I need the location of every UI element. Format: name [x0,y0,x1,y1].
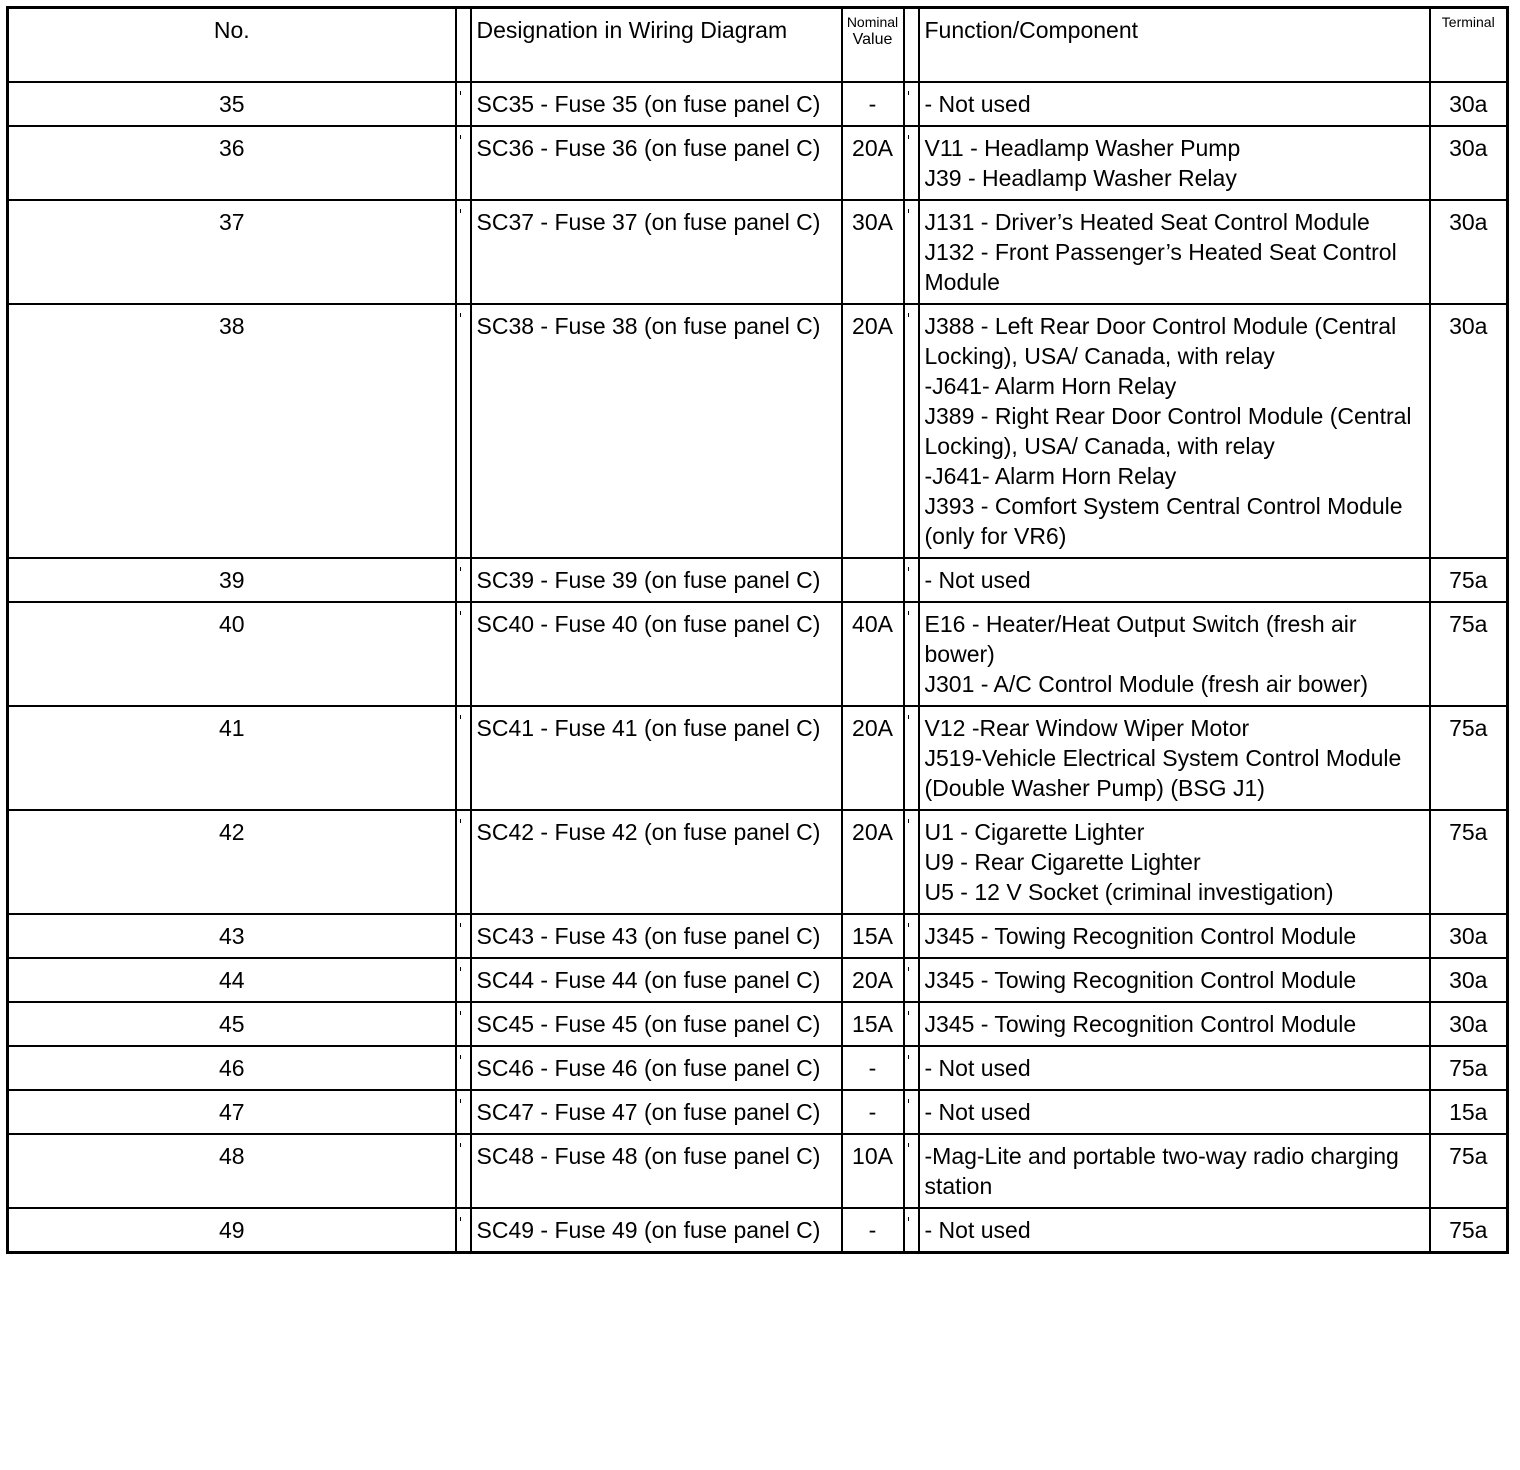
terminal: 75a [1430,558,1508,602]
terminal: 30a [1430,1002,1508,1046]
function-line: -Mag-Lite and portable two-way radio charging station [924,1143,1399,1199]
table-row [8,558,1508,602]
nominal-value: - [842,1208,904,1253]
table-row [8,1090,1508,1134]
terminal: 75a [1430,1046,1508,1090]
tick-mark [908,819,909,823]
fuse-designation: SC47 - Fuse 47 (on fuse panel C) [471,1090,842,1134]
terminal: 30a [1430,126,1508,200]
header-nominal-value [842,8,904,83]
nominal-value: 15A [842,1002,904,1046]
fuse-designation: SC48 - Fuse 48 (on fuse panel C) [471,1134,842,1208]
tick-mark [460,967,461,971]
function-component [919,958,1430,1002]
function-component [919,1090,1430,1134]
function-line: - Not used [924,1217,1031,1243]
terminal: 30a [1430,914,1508,958]
function-line: J345 - Towing Recognition Control Module [924,923,1357,949]
terminal: 30a [1430,304,1508,558]
fuse-designation: SC45 - Fuse 45 (on fuse panel C) [471,1002,842,1046]
function-line: J301 - A/C Control Module (fresh air bower) [924,671,1369,697]
function-component [919,1134,1430,1208]
fuse-number: 49 [8,1208,456,1253]
fuse-designation: SC40 - Fuse 40 (on fuse panel C) [471,602,842,706]
fuse-number: 47 [8,1090,456,1134]
table-row [8,1046,1508,1090]
nominal-value: 30A [842,200,904,304]
function-line: J345 - Towing Recognition Control Module [924,967,1357,993]
tick-mark [908,313,909,317]
table-body [8,82,1508,1253]
nominal-value [842,558,904,602]
function-line: J519-Vehicle Electrical System Control Module (Double Washer Pump) (BSG J1) [924,745,1402,801]
header-no: No. [8,8,456,83]
spacer-cell [904,706,919,810]
header-function: Function/Component [919,8,1430,83]
header-row [8,8,1508,83]
table-row [8,1002,1508,1046]
function-line: J132 - Front Passenger’s Heated Seat Control Module [924,239,1397,295]
table-row [8,602,1508,706]
fuse-designation: SC39 - Fuse 39 (on fuse panel C) [471,558,842,602]
spacer-cell [456,200,471,304]
function-component [919,304,1430,558]
table-row [8,958,1508,1002]
table-row [8,810,1508,914]
function-line: J388 - Left Rear Door Control Module (Central Locking), USA/ Canada, with relay [924,313,1397,369]
function-line: - Not used [924,567,1031,593]
terminal: 30a [1430,200,1508,304]
function-component [919,1002,1430,1046]
spacer-cell [904,304,919,558]
header-nominal-line1: Nominal [846,14,899,30]
fuse-designation: SC44 - Fuse 44 (on fuse panel C) [471,958,842,1002]
function-line: U1 - Cigarette Lighter [924,819,1145,845]
tick-mark [460,611,461,615]
table-row [8,126,1508,200]
nominal-value: - [842,1046,904,1090]
spacer-cell [456,958,471,1002]
function-line: J345 - Towing Recognition Control Module [924,1011,1357,1037]
function-line: J393 - Comfort System Central Control Module (only for VR6) [924,493,1403,549]
tick-mark [460,1011,461,1015]
table-row [8,1208,1508,1253]
fuse-number: 48 [8,1134,456,1208]
fuse-number: 41 [8,706,456,810]
nominal-value: 20A [842,304,904,558]
spacer-cell [456,1208,471,1253]
terminal: 75a [1430,810,1508,914]
fuse-designation: SC41 - Fuse 41 (on fuse panel C) [471,706,842,810]
terminal: 30a [1430,958,1508,1002]
header-spacer [456,8,471,83]
spacer-cell [904,914,919,958]
function-line: J389 - Right Rear Door Control Module (Central Locking), USA/ Canada, with relay [924,403,1412,459]
spacer-cell [456,810,471,914]
function-component [919,1046,1430,1090]
function-line: U9 - Rear Cigarette Lighter [924,849,1201,875]
fuse-designation: SC38 - Fuse 38 (on fuse panel C) [471,304,842,558]
header-nominal-line2: Value [852,31,893,48]
nominal-value: 20A [842,810,904,914]
fuse-designation: SC35 - Fuse 35 (on fuse panel C) [471,82,842,126]
tick-mark [908,567,909,571]
fuse-number: 43 [8,914,456,958]
spacer-cell [904,810,919,914]
fuse-number: 35 [8,82,456,126]
function-component [919,558,1430,602]
fuse-number: 46 [8,1046,456,1090]
fuse-designation: SC42 - Fuse 42 (on fuse panel C) [471,810,842,914]
spacer-cell [456,1090,471,1134]
nominal-value: 20A [842,126,904,200]
tick-mark [908,1217,909,1221]
nominal-value: - [842,82,904,126]
function-line: -J641- Alarm Horn Relay [924,373,1177,399]
spacer-cell [456,126,471,200]
function-line: E16 - Heater/Heat Output Switch (fresh air bower) [924,611,1357,667]
fuse-designation: SC49 - Fuse 49 (on fuse panel C) [471,1208,842,1253]
table-row [8,200,1508,304]
terminal: 30a [1430,82,1508,126]
spacer-cell [904,958,919,1002]
fuse-number: 42 [8,810,456,914]
fuse-designation: SC37 - Fuse 37 (on fuse panel C) [471,200,842,304]
table-row [8,1134,1508,1208]
header-terminal: Terminal [1430,8,1508,83]
spacer-cell [456,602,471,706]
tick-mark [908,923,909,927]
tick-mark [908,1055,909,1059]
function-line: J39 - Headlamp Washer Relay [924,165,1237,191]
tick-mark [460,715,461,719]
nominal-value: 20A [842,958,904,1002]
function-line: - Not used [924,1055,1031,1081]
nominal-value: 40A [842,602,904,706]
tick-mark [908,135,909,139]
fuse-number: 38 [8,304,456,558]
function-component [919,126,1430,200]
tick-mark [460,819,461,823]
spacer-cell [456,82,471,126]
spacer-cell [904,1046,919,1090]
fuse-number: 39 [8,558,456,602]
fuse-number: 44 [8,958,456,1002]
function-line: U5 - 12 V Socket (criminal investigation) [924,879,1334,905]
function-line: V12 -Rear Window Wiper Motor [924,715,1250,741]
nominal-value: 20A [842,706,904,810]
tick-mark [908,91,909,95]
fuse-number: 45 [8,1002,456,1046]
tick-mark [908,1011,909,1015]
spacer-cell [904,1208,919,1253]
tick-mark [460,567,461,571]
function-component [919,810,1430,914]
tick-mark [908,715,909,719]
spacer-cell [456,914,471,958]
tick-mark [460,209,461,213]
function-line: J131 - Driver’s Heated Seat Control Module [924,209,1370,235]
spacer-cell [904,602,919,706]
spacer-cell [904,1002,919,1046]
nominal-value: 15A [842,914,904,958]
nominal-value: - [842,1090,904,1134]
tick-mark [908,1143,909,1147]
spacer-cell [904,126,919,200]
fuse-table [6,6,1509,1254]
tick-mark [908,1099,909,1103]
spacer-cell [456,558,471,602]
tick-mark [908,209,909,213]
spacer-cell [904,558,919,602]
tick-mark [460,313,461,317]
function-component [919,1208,1430,1253]
table-row [8,706,1508,810]
table-row [8,304,1508,558]
tick-mark [908,611,909,615]
function-line: - Not used [924,91,1031,117]
table-row [8,914,1508,958]
terminal: 75a [1430,1208,1508,1253]
spacer-cell [904,1134,919,1208]
fuse-designation: SC36 - Fuse 36 (on fuse panel C) [471,126,842,200]
terminal: 75a [1430,706,1508,810]
function-component [919,706,1430,810]
spacer-cell [456,1134,471,1208]
header-designation: Designation in Wiring Diagram [471,8,842,83]
function-line: - Not used [924,1099,1031,1125]
spacer-cell [904,82,919,126]
nominal-value: 10A [842,1134,904,1208]
tick-mark [460,1055,461,1059]
function-component [919,200,1430,304]
fuse-designation: SC43 - Fuse 43 (on fuse panel C) [471,914,842,958]
terminal: 75a [1430,1134,1508,1208]
spacer-cell [456,1046,471,1090]
tick-mark [460,135,461,139]
tick-mark [460,1099,461,1103]
spacer-cell [456,304,471,558]
spacer-cell [904,1090,919,1134]
function-line: -J641- Alarm Horn Relay [924,463,1177,489]
tick-mark [908,967,909,971]
tick-mark [460,923,461,927]
tick-mark [460,91,461,95]
fuse-number: 36 [8,126,456,200]
terminal: 75a [1430,602,1508,706]
function-component [919,82,1430,126]
tick-mark [460,1217,461,1221]
function-component [919,914,1430,958]
function-line: V11 - Headlamp Washer Pump [924,135,1241,161]
function-component [919,602,1430,706]
header-spacer [904,8,919,83]
fuse-designation: SC46 - Fuse 46 (on fuse panel C) [471,1046,842,1090]
spacer-cell [456,706,471,810]
terminal: 15a [1430,1090,1508,1134]
fuse-number: 40 [8,602,456,706]
table-row [8,82,1508,126]
fuse-number: 37 [8,200,456,304]
spacer-cell [456,1002,471,1046]
tick-mark [460,1143,461,1147]
spacer-cell [904,200,919,304]
